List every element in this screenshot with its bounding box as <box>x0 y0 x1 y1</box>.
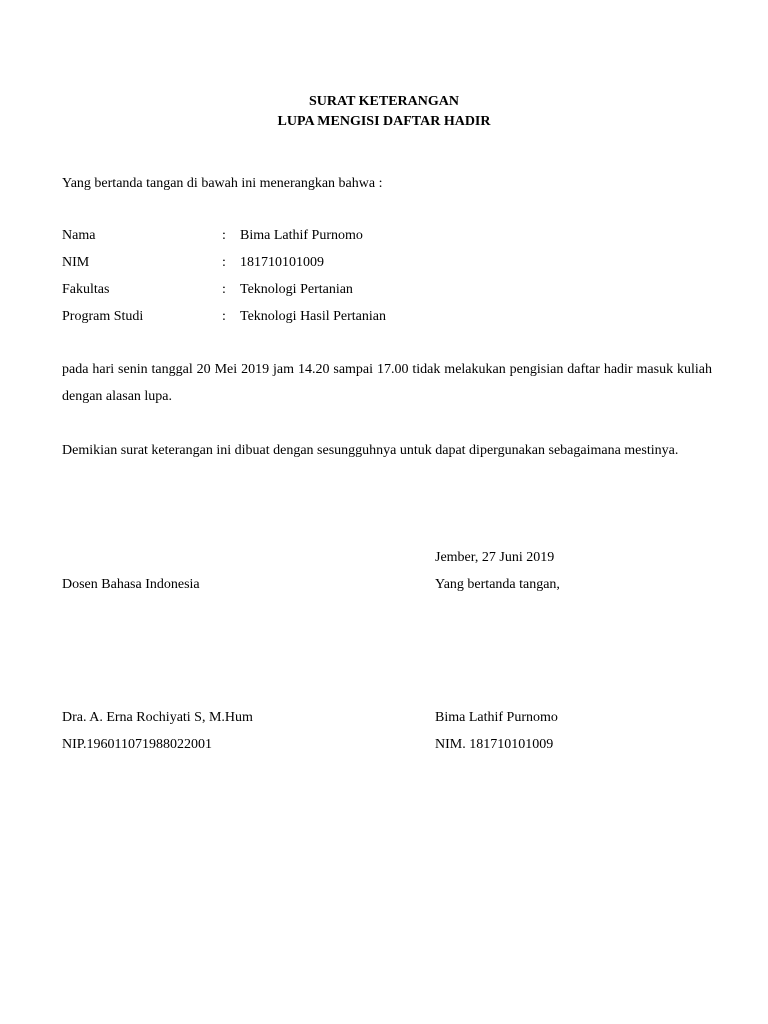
field-colon: : <box>222 309 226 324</box>
field-label: NIM <box>62 255 90 270</box>
field-label: Program Studi <box>62 309 144 324</box>
field-row-nim <box>62 253 562 273</box>
signer-right-name: Bima Lathif Purnomo <box>435 710 558 725</box>
signer-left-nip: NIP.196011071988022001 <box>62 737 212 752</box>
field-value: Teknologi Pertanian <box>240 282 353 297</box>
signer-right-title: Yang bertanda tangan, <box>435 577 560 592</box>
field-row-nama <box>62 226 562 246</box>
field-value: Teknologi Hasil Pertanian <box>240 309 386 324</box>
signer-right-nim: NIM. 181710101009 <box>435 737 554 752</box>
closing-paragraph: Demikian surat keterangan ini dibuat dengan sesungguhnya untuk dapat dipergunakan sebagaimana mestinya. <box>62 443 679 458</box>
field-row-fakultas <box>62 280 562 300</box>
signer-left-title: Dosen Bahasa Indonesia <box>62 577 200 592</box>
document-title: SURAT KETERANGAN <box>308 94 459 109</box>
place-date: Jember, 27 Juni 2019 <box>435 550 555 565</box>
field-value: Bima Lathif Purnomo <box>240 228 363 243</box>
statement-paragraph: pada hari senin tanggal 20 Mei 2019 jam 14.20 sampai 17.00 tidak melakukan pengisian daftar hadir masuk kuliah dengan alasan lupa. <box>62 362 712 404</box>
field-label: Fakultas <box>62 282 110 297</box>
field-colon: : <box>222 282 226 297</box>
document-subtitle: LUPA MENGISI DAFTAR HADIR <box>277 114 491 129</box>
field-colon: : <box>222 228 226 243</box>
field-row-program-studi <box>62 307 562 327</box>
field-value: 181710101009 <box>240 255 324 270</box>
intro-text: Yang bertanda tangan di bawah ini menerangkan bahwa : <box>62 176 383 191</box>
signer-left-name: Dra. A. Erna Rochiyati S, M.Hum <box>62 710 253 725</box>
field-colon: : <box>222 255 226 270</box>
field-label: Nama <box>62 228 96 243</box>
